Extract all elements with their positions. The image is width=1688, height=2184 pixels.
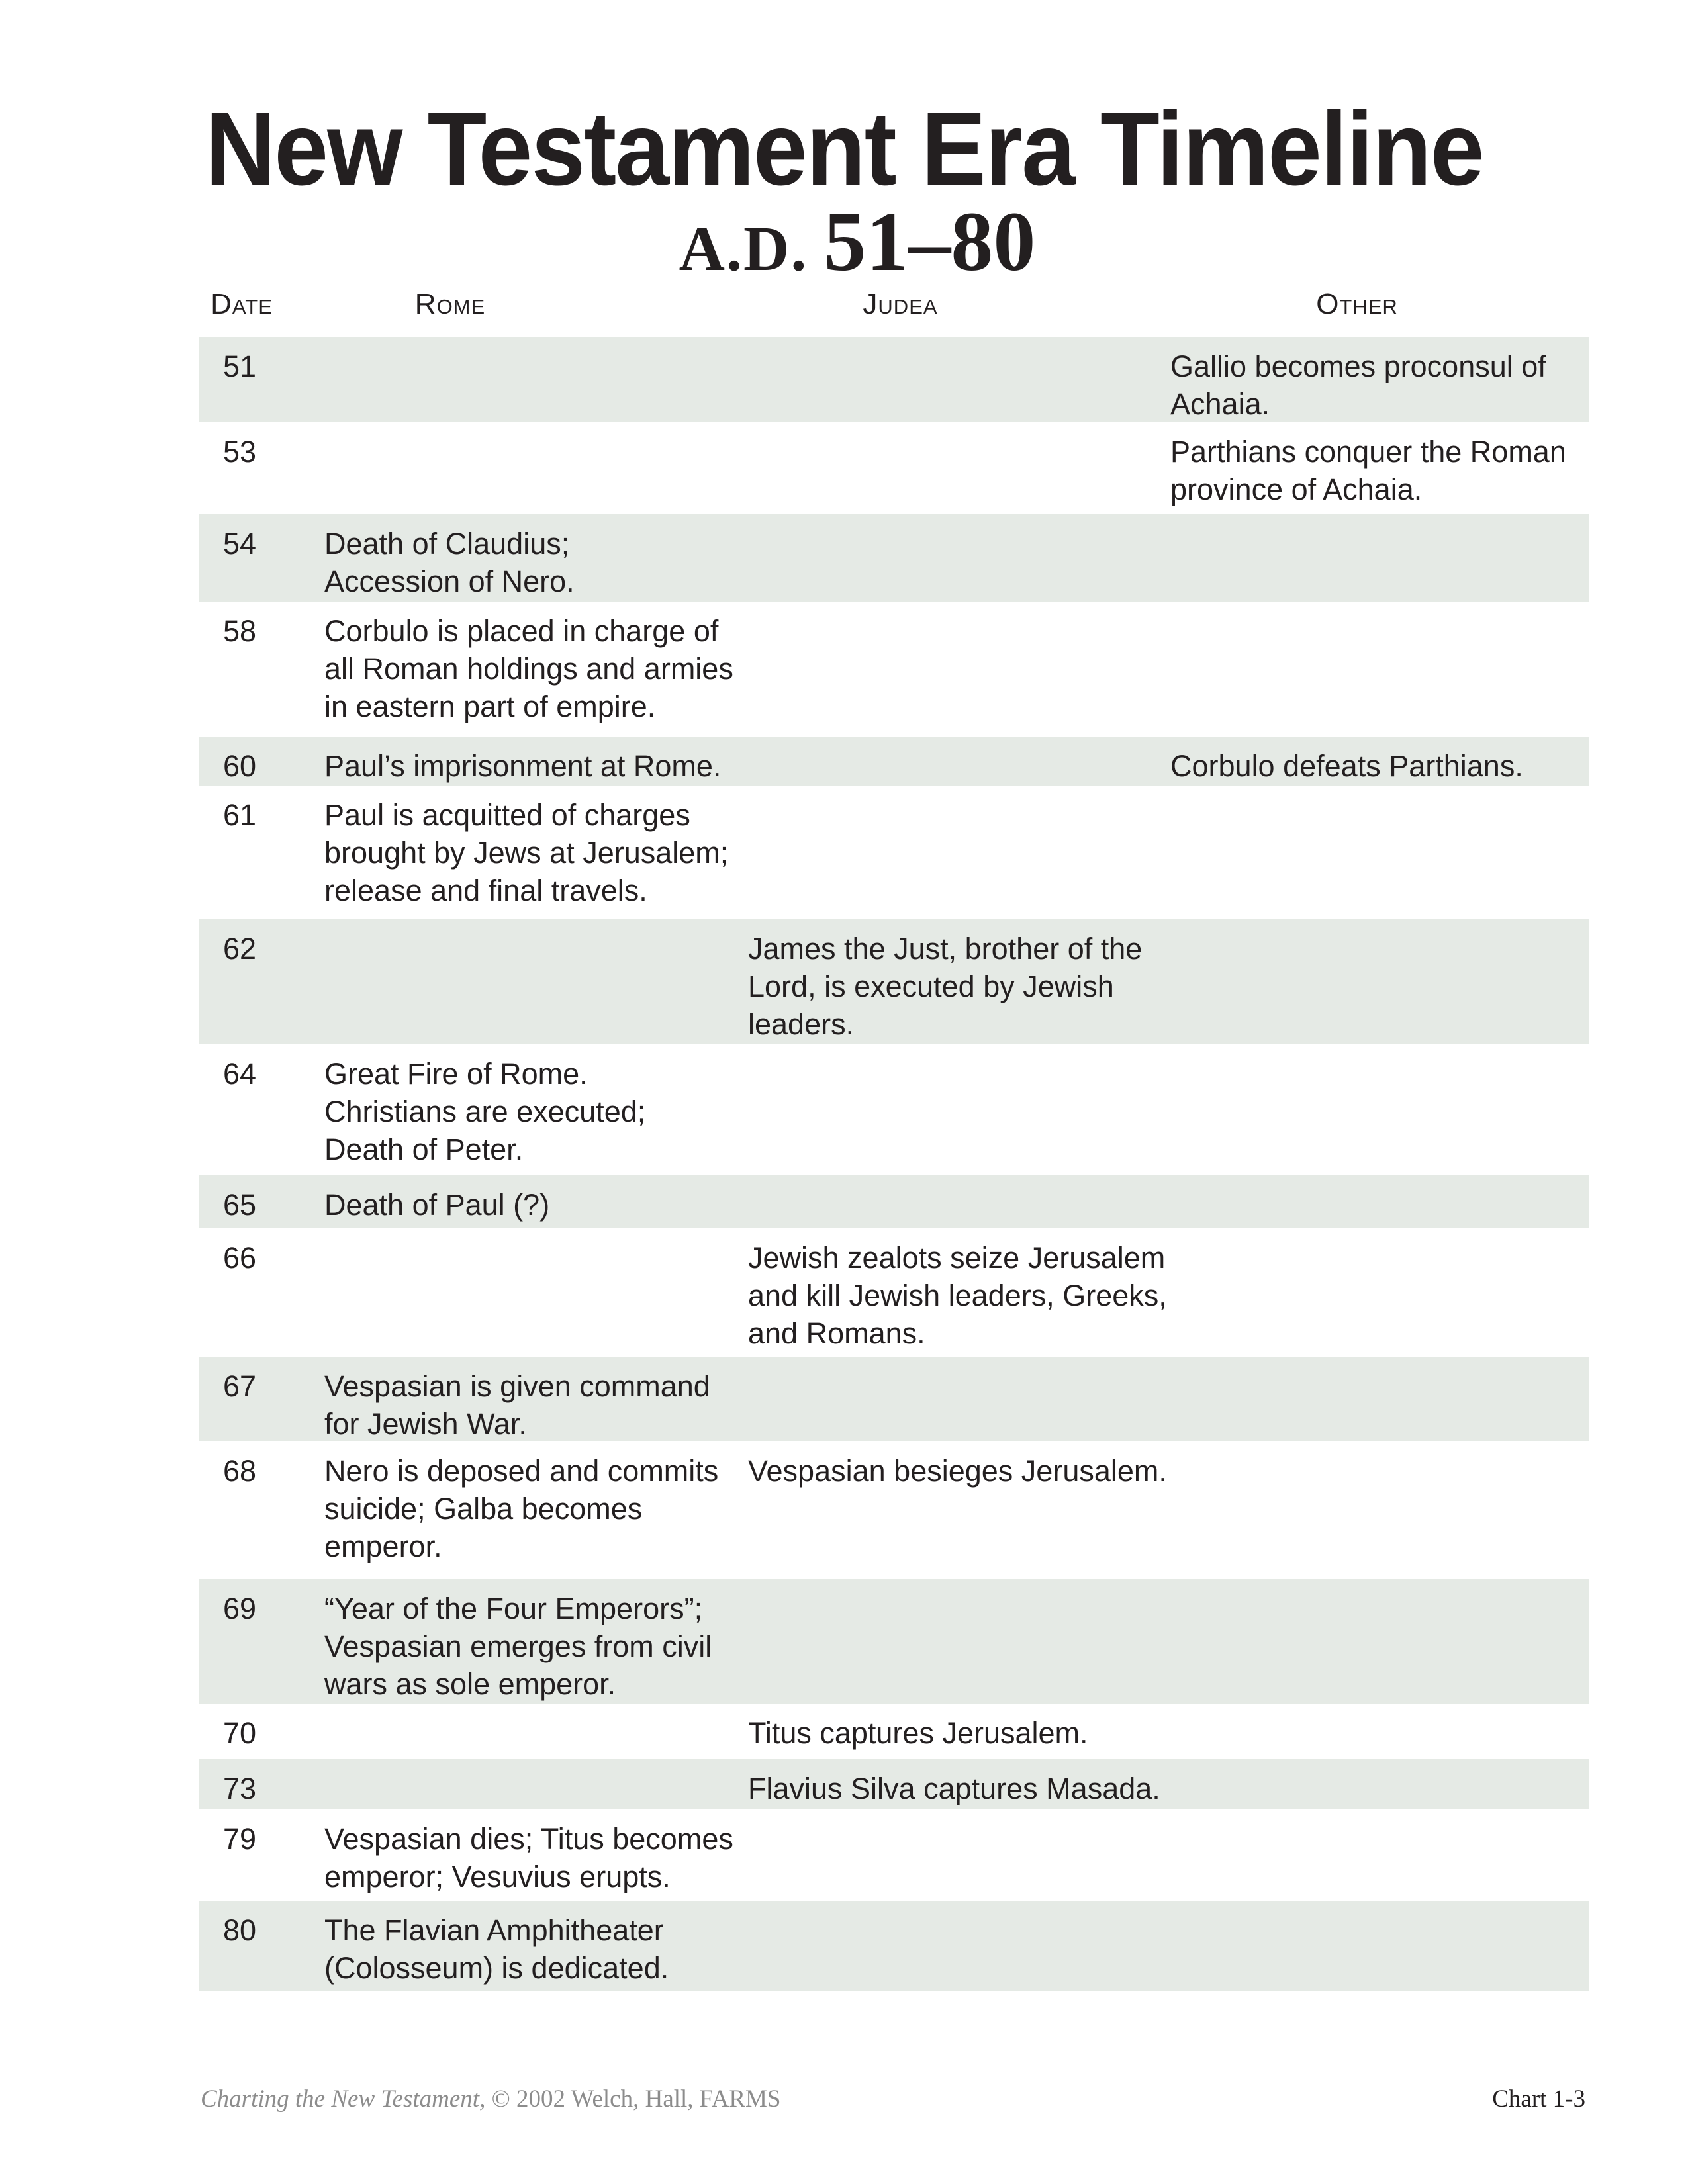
table-row	[199, 1441, 1589, 1579]
rome-cell-line: Paul is acquitted of charges	[324, 798, 690, 832]
date-cell: 64	[223, 1057, 257, 1091]
judea-cell-line: and kill Jewish leaders, Greeks,	[748, 1279, 1167, 1312]
date-cell: 79	[223, 1822, 257, 1856]
footer-chart-number: Chart 1-3	[1492, 2085, 1585, 2113]
rome-cell-line: Vespasian is given command	[324, 1369, 710, 1403]
rome-cell	[324, 1911, 669, 1987]
rome-cell	[324, 1820, 733, 1895]
rome-cell-line: Death of Claudius;	[324, 527, 570, 561]
judea-cell	[748, 1770, 1160, 1807]
date-cell: 51	[223, 349, 257, 383]
rome-cell-line: (Colosseum) is dedicated.	[324, 1951, 669, 1985]
rome-cell-line: Death of Peter.	[324, 1132, 524, 1166]
rome-cell-line: emperor.	[324, 1529, 442, 1563]
table-row	[199, 1044, 1589, 1175]
rome-cell-line: Vespasian dies; Titus becomes	[324, 1822, 733, 1856]
table-row	[199, 1579, 1589, 1704]
date-cell: 67	[223, 1369, 257, 1403]
column-header-judea: Judea	[863, 288, 938, 320]
other-cell	[1170, 747, 1523, 785]
table-row	[199, 422, 1589, 514]
other-cell	[1170, 433, 1566, 508]
date-cell: 62	[223, 932, 257, 966]
rome-cell-line: The Flavian Amphitheater	[324, 1913, 664, 1947]
subtitle-era: A.D.	[679, 213, 808, 284]
date-cell: 70	[223, 1716, 257, 1750]
rome-cell-line: all Roman holdings and armies	[324, 652, 733, 686]
rome-cell	[324, 525, 575, 600]
judea-cell-line: and Romans.	[748, 1316, 925, 1350]
judea-cell	[748, 1239, 1167, 1352]
table-row	[199, 919, 1589, 1044]
table-row	[199, 1357, 1589, 1441]
other-cell	[1170, 347, 1546, 423]
judea-cell-line: Lord, is executed by Jewish	[748, 970, 1114, 1003]
rome-cell-line: Vespasian emerges from civil	[324, 1629, 712, 1663]
footer-credit	[201, 2085, 781, 2114]
other-cell-line: Achaia.	[1170, 387, 1270, 421]
judea-cell	[748, 930, 1142, 1043]
table-row	[199, 1704, 1589, 1759]
footer-copyright: © 2002 Welch, Hall, FARMS	[491, 2085, 781, 2113]
date-cell: 61	[223, 798, 257, 832]
rome-cell-line: in eastern part of empire.	[324, 690, 656, 723]
column-header-other: Other	[1316, 288, 1398, 320]
rome-cell	[324, 1367, 710, 1443]
rome-cell-line: Accession of Nero.	[324, 565, 575, 598]
rome-cell-line: Corbulo is placed in charge of	[324, 614, 719, 648]
rome-cell	[324, 1590, 712, 1703]
judea-cell-line: Vespasian besieges Jerusalem.	[748, 1454, 1167, 1488]
page-title: New Testament Era Timeline	[205, 91, 1483, 207]
table-row	[199, 1175, 1589, 1228]
date-cell: 65	[223, 1188, 257, 1222]
date-cell: 73	[223, 1772, 257, 1805]
rome-cell-line: Death of Paul (?)	[324, 1188, 550, 1222]
timeline-table	[199, 337, 1589, 1991]
judea-cell	[748, 1714, 1088, 1752]
table-row	[199, 337, 1589, 422]
rome-cell	[324, 612, 733, 725]
table-row	[199, 514, 1589, 602]
table-row	[199, 1901, 1589, 1991]
judea-cell-line: Jewish zealots seize Jerusalem	[748, 1241, 1166, 1275]
rome-cell-line: Great Fire of Rome.	[324, 1057, 588, 1091]
date-cell: 54	[223, 527, 257, 561]
date-cell: 80	[223, 1913, 257, 1947]
table-row	[199, 1759, 1589, 1809]
judea-cell	[748, 1452, 1167, 1490]
date-cell: 68	[223, 1454, 257, 1488]
date-cell: 69	[223, 1592, 257, 1625]
judea-cell-line: James the Just, brother of the	[748, 932, 1143, 966]
rome-cell-line: for Jewish War.	[324, 1407, 527, 1441]
subtitle-date-range: 51–80	[823, 195, 1036, 289]
date-cell: 60	[223, 749, 257, 783]
other-cell-line: province of Achaia.	[1170, 473, 1423, 506]
rome-cell	[324, 747, 721, 785]
rome-cell	[324, 1186, 549, 1224]
rome-cell-line: wars as sole emperor.	[324, 1667, 616, 1701]
rome-cell-line: release and final travels.	[324, 874, 647, 907]
rome-cell	[324, 1055, 645, 1168]
rome-cell-line: Nero is deposed and commits	[324, 1454, 719, 1488]
footer-book-title: Charting the New Testament,	[201, 2085, 486, 2113]
date-cell: 66	[223, 1241, 257, 1275]
rome-cell-line: Paul’s imprisonment at Rome.	[324, 749, 722, 783]
date-cell: 58	[223, 614, 257, 648]
rome-cell	[324, 1452, 718, 1565]
other-cell-line: Corbulo defeats Parthians.	[1170, 749, 1523, 783]
rome-cell-line: brought by Jews at Jerusalem;	[324, 836, 729, 870]
rome-cell-line: suicide; Galba becomes	[324, 1492, 643, 1525]
table-row	[199, 786, 1589, 919]
judea-cell-line: leaders.	[748, 1007, 855, 1041]
column-header-date: Date	[211, 288, 273, 320]
other-cell-line: Gallio becomes proconsul of	[1170, 349, 1546, 383]
table-row	[199, 602, 1589, 737]
other-cell-line: Parthians conquer the Roman	[1170, 435, 1566, 469]
table-row	[199, 737, 1589, 786]
rome-cell-line: Christians are executed;	[324, 1095, 646, 1128]
judea-cell-line: Flavius Silva captures Masada.	[748, 1772, 1160, 1805]
rome-cell-line: “Year of the Four Emperors”;	[324, 1592, 703, 1625]
rome-cell	[324, 796, 728, 909]
table-row	[199, 1809, 1589, 1901]
column-header-rome: Rome	[414, 288, 486, 320]
table-row	[199, 1228, 1589, 1357]
rome-cell-line: emperor; Vesuvius erupts.	[324, 1860, 671, 1893]
judea-cell-line: Titus captures Jerusalem.	[748, 1716, 1088, 1750]
date-cell: 53	[223, 435, 257, 469]
